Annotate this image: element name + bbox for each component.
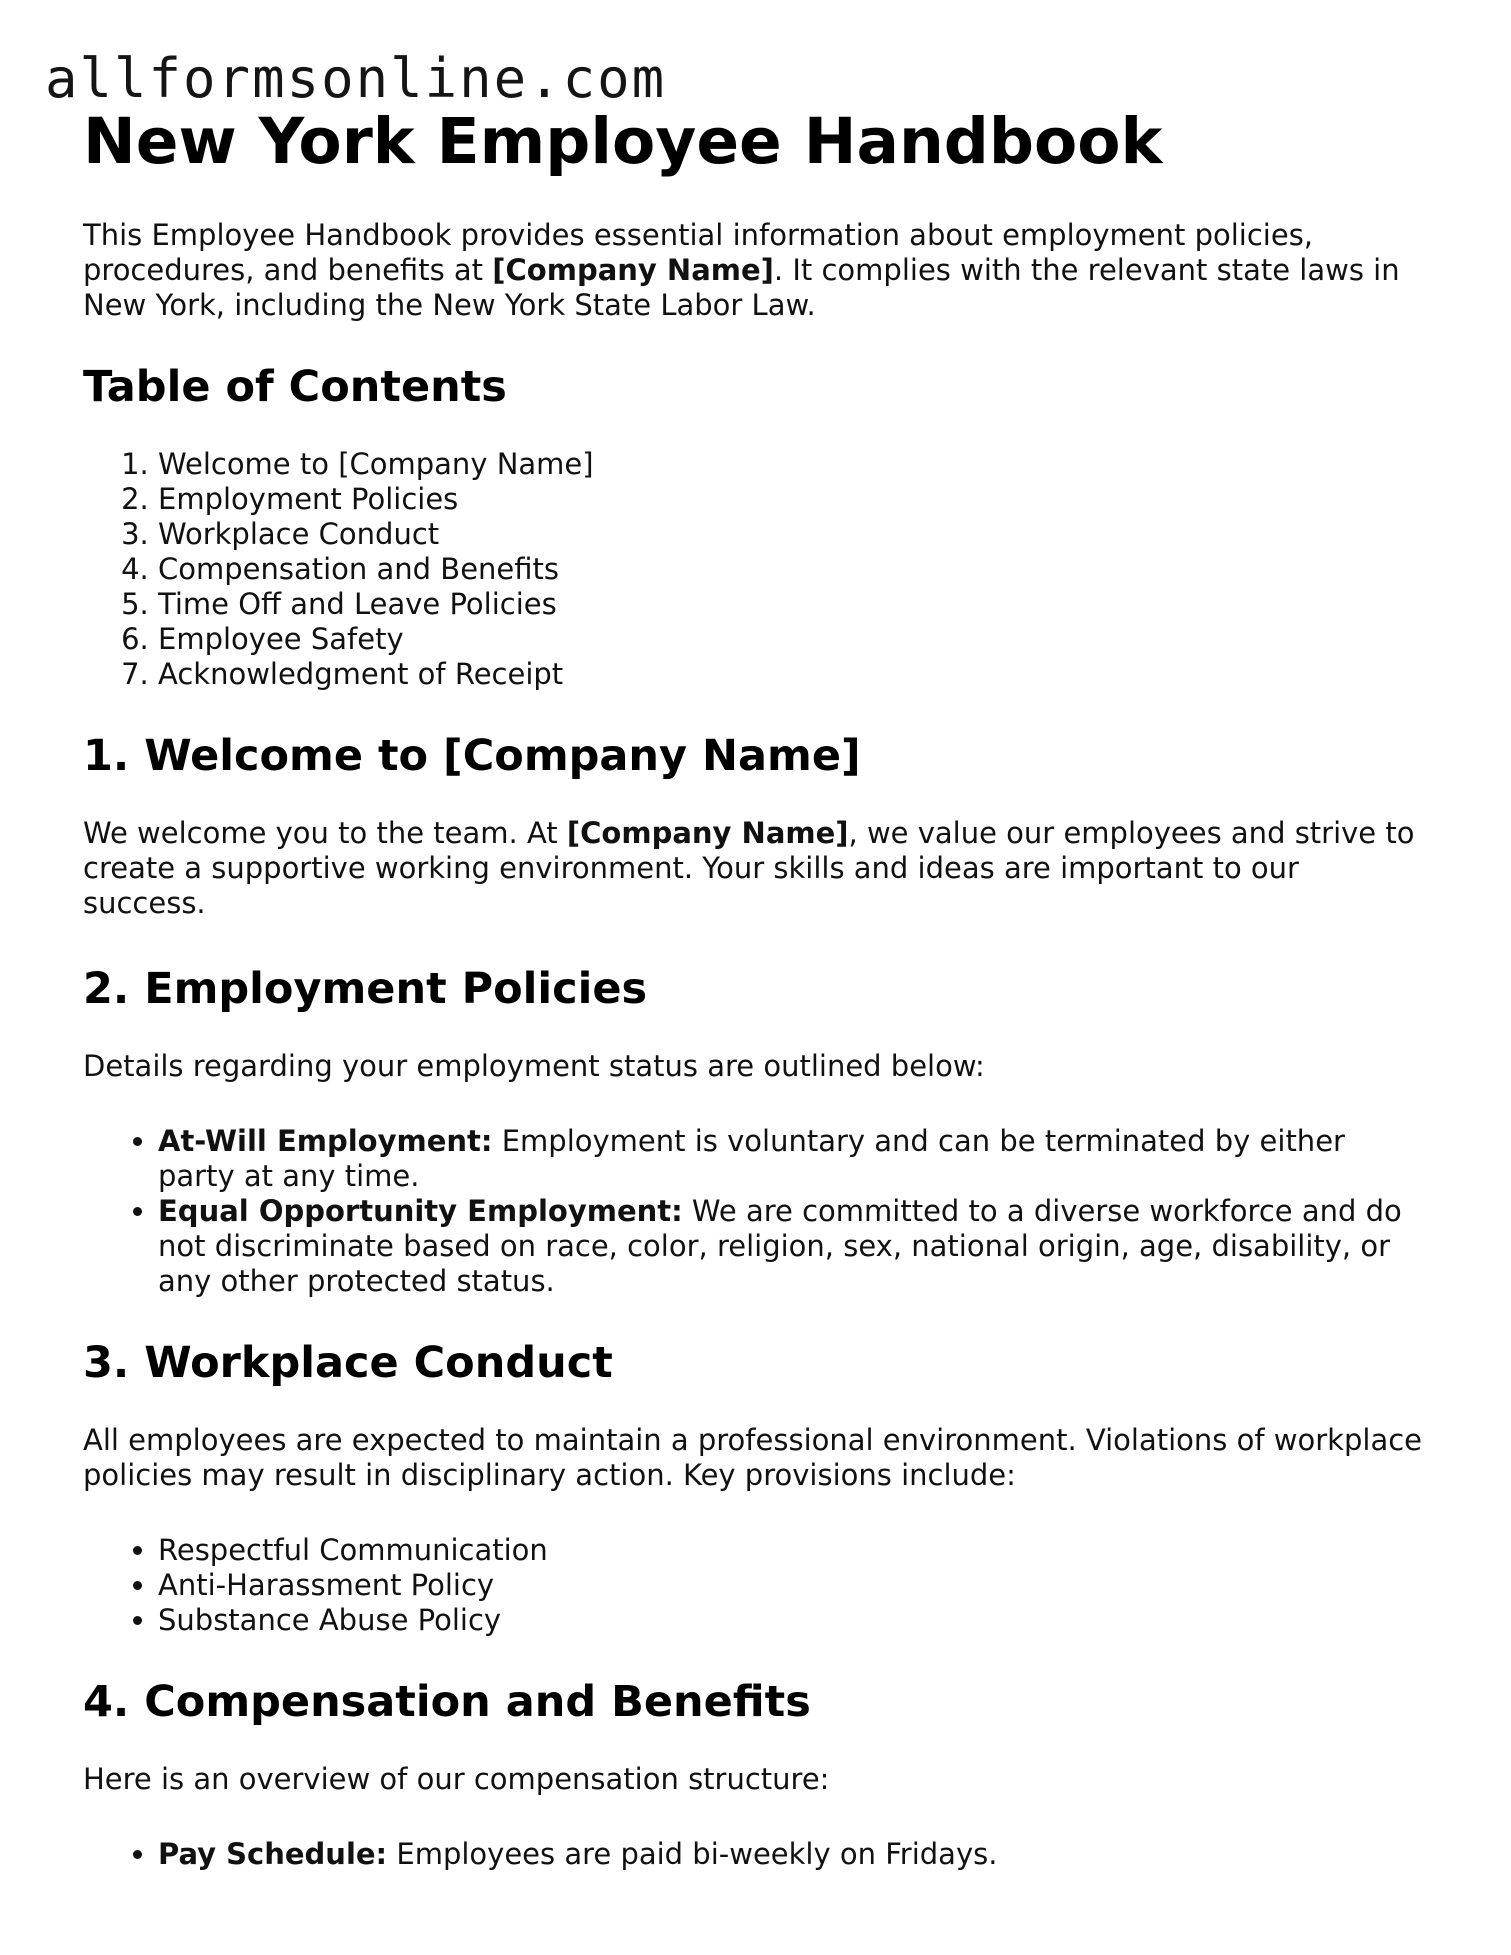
intro-text-before: This Employee Handbook provides essential information about employment policies, procedures, and benefits at (83, 218, 1314, 287)
section-heading-workplace-conduct: 3. Workplace Conduct (83, 1338, 613, 1388)
list-item-label: Equal Opportunity Employment: (158, 1194, 683, 1228)
list-item-label: Pay Schedule: (158, 1837, 388, 1871)
welcome-paragraph (83, 816, 1428, 921)
list-item (158, 1194, 1428, 1299)
employment-policies-paragraph: Details regarding your employment status are outlined below: (83, 1049, 985, 1083)
watermark: allformsonline.com (45, 47, 667, 110)
section-heading-employment-policies: 2. Employment Policies (83, 964, 648, 1014)
toc-item: 6. Employee Safety (158, 622, 1428, 657)
section-heading-welcome: 1. Welcome to [Company Name] (83, 731, 861, 781)
list-item (158, 1124, 1428, 1194)
workplace-conduct-list (83, 1533, 1428, 1638)
toc-item: 1. Welcome to [Company Name] (158, 447, 1428, 482)
list-item-text: We are committed to a diverse workforce and do not discriminate based on race, color, religion, sex, national origin, age, disability, or any other protected status. (158, 1194, 1402, 1298)
list-item (158, 1837, 1428, 1872)
list-item: • Anti-Harassment Policy (158, 1568, 1428, 1603)
list-item: • Respectful Communication (158, 1533, 1428, 1568)
page-title: New York Employee Handbook (83, 105, 1163, 178)
compensation-list (83, 1837, 1428, 1872)
workplace-conduct-paragraph: All employees are expected to maintain a professional environment. Violations of workplace policies may result in disciplinary action. Key provisions include: (83, 1423, 1422, 1492)
toc-item: 7. Acknowledgment of Receipt (158, 657, 1428, 692)
toc-item: 2. Employment Policies (158, 482, 1428, 517)
list-item-text: Employees are paid bi-weekly on Fridays. (387, 1837, 998, 1871)
list-item-label: At-Will Employment: (158, 1124, 493, 1158)
compensation-paragraph: Here is an overview of our compensation structure: (83, 1762, 830, 1796)
toc-item: 5. Time Off and Leave Policies (158, 587, 1428, 622)
intro-text-after: . It complies with the relevant state laws in New York, including the New York State Labor Law. (83, 253, 1400, 322)
table-of-contents (83, 447, 1428, 692)
welcome-company-name: [Company Name] (566, 816, 849, 850)
list-item-text: Employment is voluntary and can be terminated by either party at any time. (158, 1124, 1345, 1193)
toc-item: 4. Compensation and Benefits (158, 552, 1428, 587)
document-page (83, 104, 1428, 1908)
intro-paragraph (83, 218, 1428, 323)
welcome-text-after: , we value our employees and strive to create a supportive working environment. Your skills and ideas are important to our success. (83, 816, 1415, 920)
employment-policies-list (83, 1124, 1428, 1299)
list-item: • Substance Abuse Policy (158, 1603, 1428, 1638)
welcome-text-before: We welcome you to the team. At (83, 816, 567, 850)
toc-item: 3. Workplace Conduct (158, 517, 1428, 552)
section-heading-compensation: 4. Compensation and Benefits (83, 1677, 811, 1727)
intro-company-name: [Company Name] (492, 253, 774, 287)
toc-heading: Table of Contents (83, 362, 507, 412)
